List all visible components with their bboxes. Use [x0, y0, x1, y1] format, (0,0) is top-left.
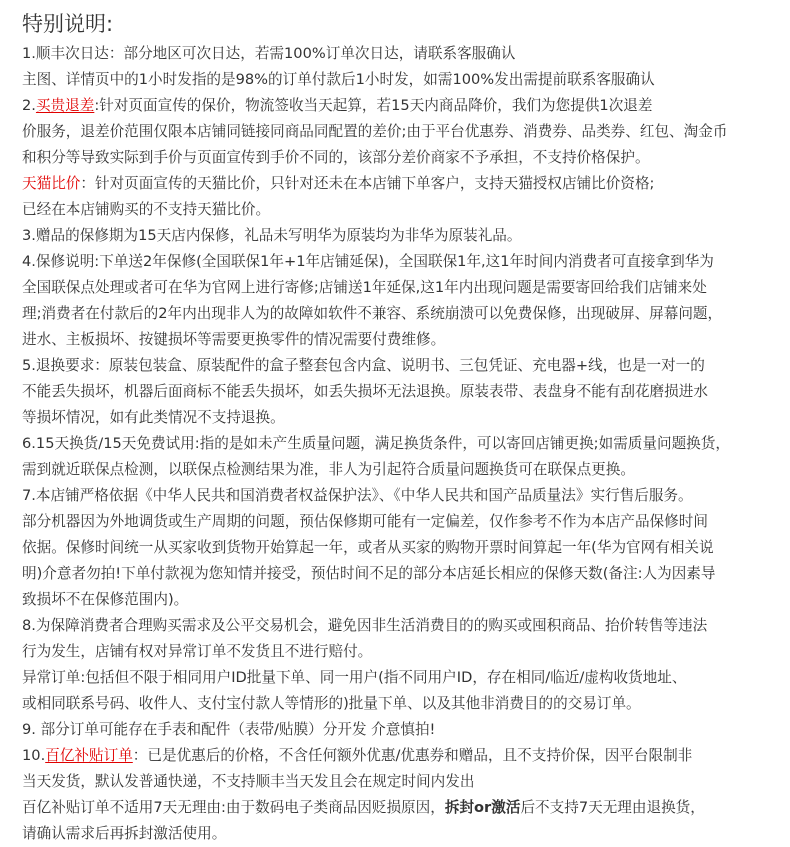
text-line: 请确认需求后再拆封激活使用。: [22, 825, 227, 842]
bold-keyword: 拆封or激活: [444, 799, 521, 816]
section-subsidy-orders: [22, 743, 790, 795]
section-number: 2.: [22, 97, 36, 114]
text-line: 异常订单:包括但不限于相同用户ID批量下单、同一用户(指不同用户ID，存在相同/临近/虚构收货地址、: [22, 669, 687, 686]
text-line: 4.保修说明:下单送2年保修(全国联保1年+1年店铺延保)，全国联保1年,这1年时间内消费者可直接拿到华为: [22, 253, 714, 270]
text-line: [22, 93, 790, 119]
text-line: 1.顺丰次日达：部分地区可次日达，若需100%订单次日达，请联系客服确认: [22, 45, 516, 62]
section-number: 10.: [22, 747, 46, 764]
text-line: 致损坏不在保修范围内)。: [22, 591, 189, 608]
section-warranty-info: [22, 249, 790, 353]
section-subsidy-no-return: [22, 795, 790, 847]
section-price-difference-refund: [22, 93, 790, 171]
text-line: 全国联保点处理或者可在华为官网上进行寄修;店铺送1年延保,这1年内出现问题是需要寄回给我们店铺来处: [22, 279, 707, 296]
text-line: 需到就近联保点检测，以联保点检测结果为准，非人为引起符合质量问题换货可在联保点更换。: [22, 461, 635, 478]
text-line: 主图、详情页中的1小时发指的是98%的订单付款后1小时发，如需100%发出需提前联系客服确认: [22, 71, 655, 88]
text-line: 7.本店铺严格依据《中华人民共和国消费者权益保护法》、《中华人民共和国产品质量法》实行售后服务。: [22, 487, 693, 504]
text-line: 8.为保障消费者合理购买需求及公平交易机会，避免因非生活消费目的的购买或囤积商品、抬价转售等违法: [22, 617, 708, 634]
highlight-keyword: 买贵退差: [35, 97, 95, 114]
text-line: 等损坏情况，如有此类情况不支持退换。: [22, 409, 285, 426]
section-abnormal-orders: [22, 665, 790, 717]
text-line: 明)介意者勿拍!下单付款视为您知情并接受，预估时间不足的部分本店延长相应的保修天数(备注:人为因素导: [22, 565, 716, 582]
section-same-day-delivery: [22, 41, 790, 93]
text-line: 价服务，退差价范围仅限本店铺同链接同商品同配置的差价;由于平台优惠券、消费券、品类券、红包、淘金币: [22, 123, 728, 140]
text-line: [22, 795, 790, 821]
text-line: 不能丢失损坏，机器后面商标不能丢失损坏，如丢失损坏无法退换。原装表带、表盘身不能有刮花磨损进水: [22, 383, 708, 400]
text-line: 依据。保修时间统一从买家收到货物开始算起一年，或者从买家的购物开票时间算起一年(华为官网有相关说: [22, 539, 714, 556]
section-separate-shipping: [22, 717, 790, 743]
page-title: 特别说明:: [22, 12, 114, 36]
text-line: [22, 171, 790, 197]
section-return-requirements: [22, 353, 790, 431]
section-fair-trade: [22, 613, 790, 665]
text-fragment: ：已是优惠后的价格，不含任何额外优惠/优惠券和赠品，且不支持价保，因平台限制非: [132, 747, 693, 764]
text-line: 理;消费者在付款后的2年内出现非人为的故障如软件不兼容、系统崩溃可以免费保修，出现破屏、屏幕问题，: [22, 305, 723, 322]
text-line: 当天发货，默认发普通快递，不支持顺丰当天发且会在规定时间内发出: [22, 773, 475, 790]
text-line: 6.15天换货/15天免费试用:指的是如未产生质量问题，满足换货条件，可以寄回店铺更换;如需质量问题换货，: [22, 435, 730, 452]
section-gift-warranty: [22, 223, 790, 249]
text-line: 已经在本店铺购买的不支持天猫比价。: [22, 201, 271, 218]
highlight-keyword: 百亿补贴订单: [45, 747, 133, 764]
text-fragment: ：针对页面宣传的天猫比价，只针对还未在本店铺下单客户，支持天猫授权店铺比价资格;: [80, 175, 655, 192]
text-line: 行为发生，店铺有权对异常订单不发货且不进行赔付。: [22, 643, 373, 660]
text-line: 5.退换要求：原装包装盒、原装配件的盒子整套包含内盒、说明书、三包凭证、充电器+线，也是一对一的: [22, 357, 705, 374]
text-line: 9. 部分订单可能存在手表和配件（表带/贴膜）分开发 介意慎拍!: [22, 721, 436, 738]
text-fragment: 百亿补贴订单不适用7天无理由:由于数码电子类商品因贬损原因，: [22, 799, 445, 816]
text-line: [22, 743, 790, 769]
text-line: 部分机器因为外地调货或生产周期的问题，预估保修期可能有一定偏差，仅作参考不作为本店产品保修时间: [22, 513, 708, 530]
text-line: 和积分等导致实际到手价与页面宣传到手价不同的，该部分差价商家不予承担，不支持价格保护。: [22, 149, 650, 166]
text-line: 3.赠品的保修期为15天店内保修，礼品未写明华为原装均为非华为原装礼品。: [22, 227, 522, 244]
text-line: 或相同联系号码、收件人、支付宝付款人等情形的)批量下单、以及其他非消费目的的交易订单。: [22, 695, 641, 712]
section-tmall-price-match: [22, 171, 790, 223]
text-line: 进水、主板损坏、按键损坏等需要更换零件的情况需要付费维修。: [22, 331, 446, 348]
section-legal-compliance: [22, 483, 790, 613]
text-fragment: :针对页面宣传的保价，物流签收当天起算，若15天内商品降价，我们为您提供1次退差: [94, 97, 653, 114]
highlight-keyword: 天猫比价: [22, 175, 81, 192]
text-fragment: 后不支持7天无理由退换货，: [520, 799, 705, 816]
section-exchange-trial: [22, 431, 790, 483]
